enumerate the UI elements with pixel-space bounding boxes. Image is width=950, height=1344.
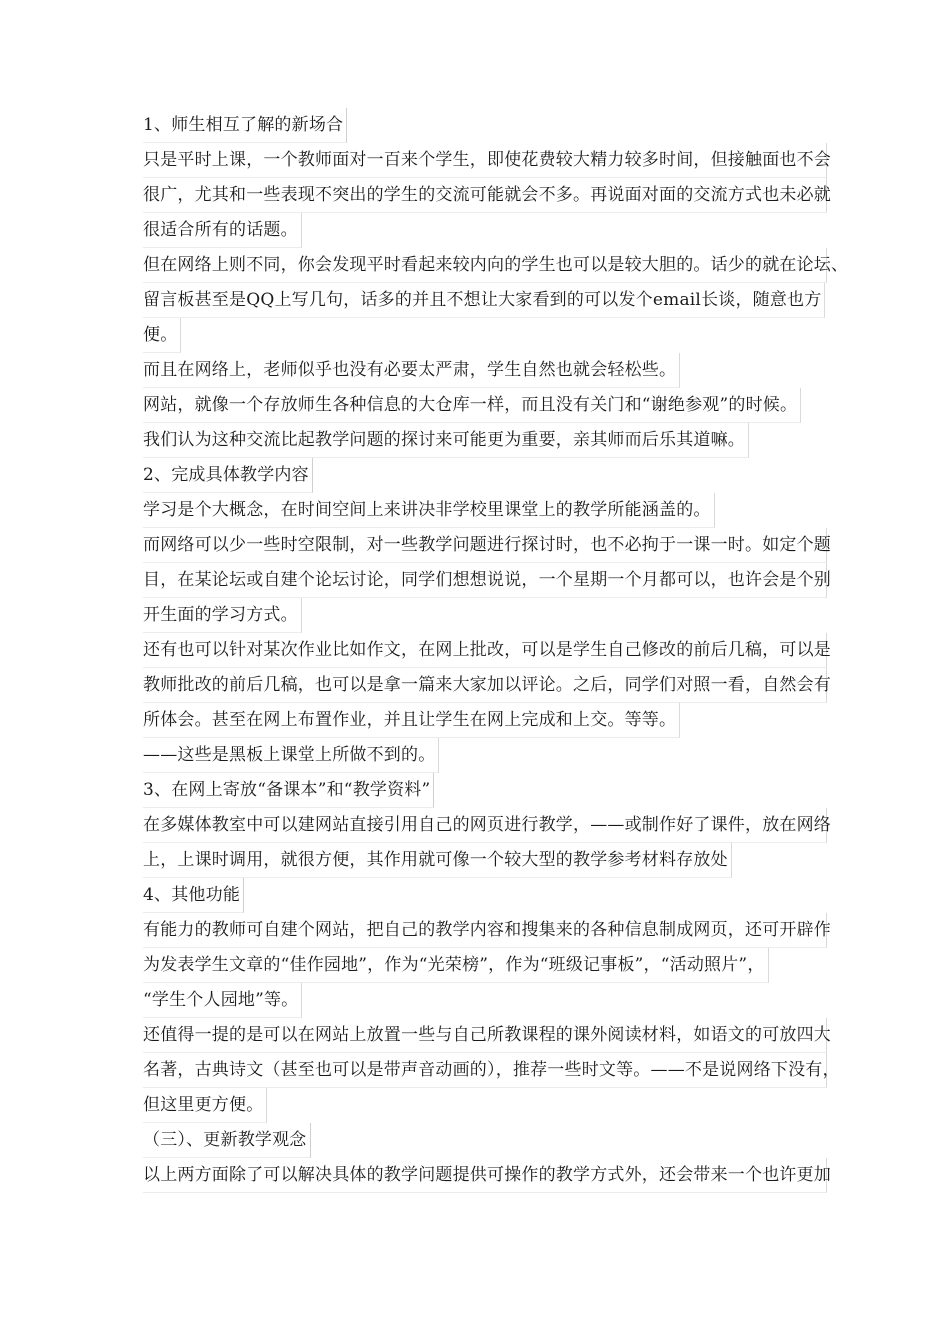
paragraph-line: 目，在某论坛或自建个论坛讨论，同学们想想说说，一个星期一个月都可以，也许会是个别 bbox=[143, 563, 827, 598]
paragraph-line: 便。 bbox=[143, 318, 181, 353]
paragraph-line: 很适合所有的话题。 bbox=[143, 213, 302, 248]
paragraph-line: 我们认为这种交流比起教学问题的探讨来可能更为重要，亲其师而后乐其道嘛。 bbox=[143, 423, 749, 458]
paragraph-line: 在多媒体教室中可以建网站直接引用自己的网页进行教学，——或制作好了课件，放在网络 bbox=[143, 808, 827, 843]
paragraph-line: 只是平时上课，一个教师面对一百来个学生，即使花费较大精力较多时间，但接触面也不会 bbox=[143, 143, 827, 178]
section-heading: 1、师生相互了解的新场合 bbox=[143, 108, 347, 143]
section-heading: （三）、更新教学观念 bbox=[143, 1123, 311, 1158]
paragraph-line: 还有也可以针对某次作业比如作文，在网上批改，可以是学生自己修改的前后几稿，可以是 bbox=[143, 633, 827, 668]
section-heading: 4、其他功能 bbox=[143, 878, 244, 913]
section-heading: 3、在网上寄放“备课本”和“教学资料” bbox=[143, 773, 434, 808]
paragraph-line: 但这里更方便。 bbox=[143, 1088, 267, 1123]
paragraph-line: 还值得一提的是可以在网站上放置一些与自己所教课程的课外阅读材料，如语文的可放四大 bbox=[143, 1018, 827, 1053]
paragraph-line: 而网络可以少一些时空限制，对一些教学问题进行探讨时，也不必拘于一课一时。如定个题 bbox=[143, 528, 827, 563]
document-body bbox=[143, 108, 849, 1193]
paragraph-line: 教师批改的前后几稿，也可以是拿一篇来大家加以评论。之后，同学们对照一看，自然会有 bbox=[143, 668, 827, 703]
section-heading: 2、完成具体教学内容 bbox=[143, 458, 313, 493]
paragraph-line: 开生面的学习方式。 bbox=[143, 598, 302, 633]
paragraph-line: 有能力的教师可自建个网站，把自己的教学内容和搜集来的各种信息制成网页，还可开辟作 bbox=[143, 913, 827, 948]
paragraph-line: 留言板甚至是QQ上写几句，话多的并且不想让大家看到的可以发个email长谈，随意也方 bbox=[143, 283, 825, 318]
paragraph-line: 网站，就像一个存放师生各种信息的大仓库一样，而且没有关门和“谢绝参观”的时候。 bbox=[143, 388, 801, 423]
paragraph-line: “学生个人园地”等。 bbox=[143, 983, 302, 1018]
paragraph-line: 所体会。甚至在网上布置作业，并且让学生在网上完成和上交。等等。 bbox=[143, 703, 680, 738]
paragraph-line: ——这些是黑板上课堂上所做不到的。 bbox=[143, 738, 439, 773]
paragraph-line: 学习是个大概念，在时间空间上来讲决非学校里课堂上的教学所能涵盖的。 bbox=[143, 493, 715, 528]
paragraph-line: 但在网络上则不同，你会发现平时看起来较内向的学生也可以是较大胆的。话少的就在论坛、 bbox=[143, 248, 827, 283]
paragraph-line: 很广，尤其和一些表现不突出的学生的交流可能就会不多。再说面对面的交流方式也未必就 bbox=[143, 178, 827, 213]
paragraph-line: 以上两方面除了可以解决具体的教学问题提供可操作的教学方式外，还会带来一个也许更加 bbox=[143, 1158, 827, 1193]
paragraph-line: 而且在网络上，老师似乎也没有必要太严肃，学生自然也就会轻松些。 bbox=[143, 353, 680, 388]
paragraph-line: 名著，古典诗文（甚至也可以是带声音动画的），推荐一些时文等。——不是说网络下没有， bbox=[143, 1053, 827, 1088]
paragraph-line: 上，上课时调用，就很方便，其作用就可像一个较大型的教学参考材料存放处 bbox=[143, 843, 732, 878]
paragraph-line: 为发表学生文章的“佳作园地”，作为“光荣榜”，作为“班级记事板”，“活动照片”， bbox=[143, 948, 769, 983]
